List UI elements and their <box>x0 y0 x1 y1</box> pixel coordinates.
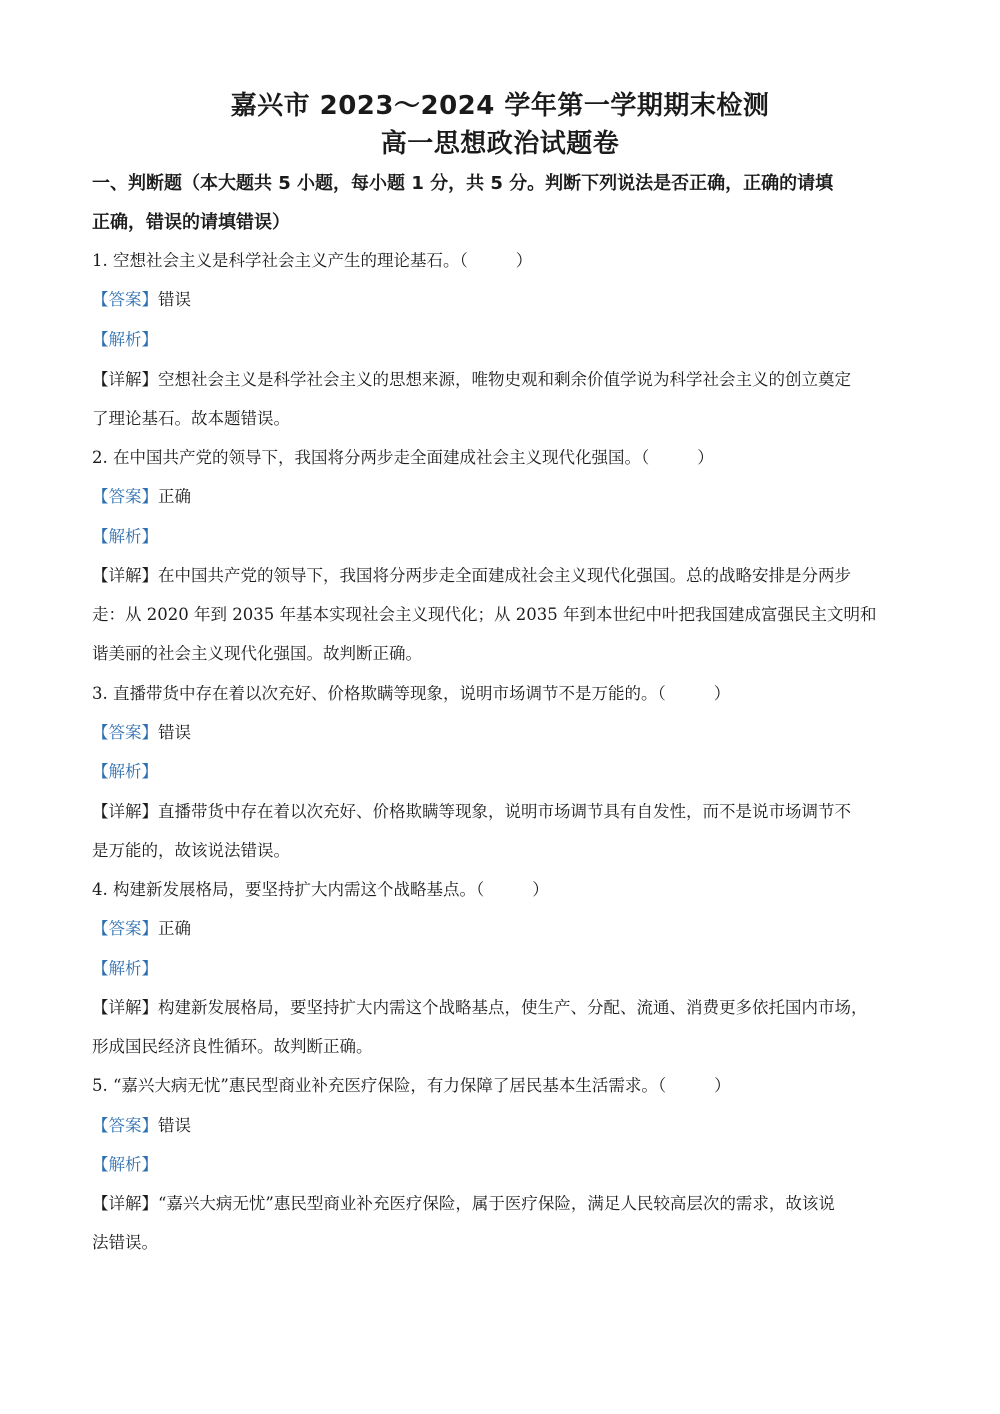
answer-label: 【答案】 <box>92 290 158 309</box>
question-stem-text: 5. “嘉兴大病无忧”惠民型商业补充医疗保险，有力保障了居民基本生活需求。（ <box>92 1076 667 1095</box>
question-4-detail-line1 <box>92 996 922 1020</box>
question-1-answer <box>92 288 922 312</box>
answer-value: 正确 <box>158 919 191 938</box>
detail-label: 【详解】 <box>92 998 158 1017</box>
section-heading-line1: 一、判断题（本大题共 5 小题，每小题 1 分，共 5 分。判断下列说法是否正确，正确的请填 <box>92 173 834 194</box>
answer-value: 正确 <box>158 487 191 506</box>
question-stem-close: ） <box>515 251 533 270</box>
question-3-stem <box>92 682 922 706</box>
detail-label: 【详解】 <box>92 802 158 821</box>
question-2-detail-line1 <box>92 564 922 588</box>
question-2-detail-line3: 谐美丽的社会主义现代化强国。故判断正确。 <box>92 644 422 663</box>
question-1-stem <box>92 249 922 273</box>
question-2-answer <box>92 485 922 509</box>
detail-text: 构建新发展格局，要坚持扩大内需这个战略基点，使生产、分配、流通、消费更多依托国内市场， <box>158 998 868 1017</box>
detail-label: 【详解】 <box>92 566 158 585</box>
question-1-detail-line1 <box>92 368 922 392</box>
detail-label: 【详解】 <box>92 1194 158 1213</box>
question-3-detail-line1 <box>92 800 922 824</box>
question-4-detail-line2: 形成国民经济良性循环。故判断正确。 <box>92 1037 373 1056</box>
detail-text: “嘉兴大病无忧”惠民型商业补充医疗保险，属于医疗保险，满足人民较高层次的需求，故该说 <box>158 1194 835 1213</box>
question-4-stem <box>92 878 922 902</box>
exam-subtitle: 高一思想政治试题卷 <box>380 129 620 159</box>
question-5-detail-line1 <box>92 1192 922 1216</box>
question-3-answer <box>92 721 922 745</box>
detail-label: 【详解】 <box>92 370 158 389</box>
question-5-answer <box>92 1114 922 1138</box>
question-stem-close: ） <box>714 1076 731 1095</box>
question-5-analysis <box>92 1153 922 1177</box>
answer-value: 错误 <box>158 723 191 742</box>
analysis-label: 【解析】 <box>92 1155 158 1174</box>
section-heading <box>92 164 922 242</box>
detail-text: 直播带货中存在着以次充好、价格欺瞒等现象，说明市场调节具有自发性，而不是说市场调节不 <box>158 802 851 821</box>
question-stem-text: 4. 构建新发展格局，要坚持扩大内需这个战略基点。（ <box>92 880 485 899</box>
question-4-analysis <box>92 957 922 981</box>
question-3-detail-line2: 是万能的，故该说法错误。 <box>92 841 290 860</box>
detail-text: 空想社会主义是科学社会主义的思想来源，唯物史观和剩余价值学说为科学社会主义的创立奠定 <box>158 370 851 389</box>
question-1-analysis <box>92 328 922 352</box>
question-2-detail-line2: 走：从 2020 年到 2035 年基本实现社会主义现代化；从 2035 年到本世纪中叶把我国建成富强民主文明和 <box>92 605 877 624</box>
answer-label: 【答案】 <box>92 919 158 938</box>
answer-label: 【答案】 <box>92 487 158 506</box>
answer-value: 错误 <box>158 290 191 309</box>
analysis-label: 【解析】 <box>92 959 158 978</box>
question-2-stem <box>92 446 922 470</box>
answer-label: 【答案】 <box>92 723 158 742</box>
section-heading-line2: 正确，错误的请填错误） <box>92 212 290 233</box>
question-stem-text: 3. 直播带货中存在着以次充好、价格欺瞒等现象，说明市场调节不是万能的。（ <box>92 684 666 703</box>
question-stem-close: ） <box>713 684 731 703</box>
analysis-label: 【解析】 <box>92 330 158 349</box>
question-5-detail-line2: 法错误。 <box>92 1233 158 1252</box>
question-5-stem <box>92 1074 922 1098</box>
question-2-analysis <box>92 525 922 549</box>
question-stem-close: ） <box>532 880 549 899</box>
exam-title: 嘉兴市 2023～2024 学年第一学期期末检测 <box>230 91 770 121</box>
answer-label: 【答案】 <box>92 1116 158 1135</box>
answer-value: 错误 <box>158 1116 191 1135</box>
question-4-answer <box>92 917 922 941</box>
analysis-label: 【解析】 <box>92 527 158 546</box>
detail-text: 在中国共产党的领导下，我国将分两步走全面建成社会主义现代化强国。总的战略安排是分两步 <box>158 566 851 585</box>
question-stem-text: 1. 空想社会主义是科学社会主义产生的理论基石。（ <box>92 251 468 270</box>
question-stem-close: ） <box>697 448 714 467</box>
question-1-detail-line2: 了理论基石。故本题错误。 <box>92 409 290 428</box>
question-3-analysis <box>92 760 922 784</box>
question-stem-text: 2. 在中国共产党的领导下，我国将分两步走全面建成社会主义现代化强国。（ <box>92 448 650 467</box>
analysis-label: 【解析】 <box>92 762 158 781</box>
